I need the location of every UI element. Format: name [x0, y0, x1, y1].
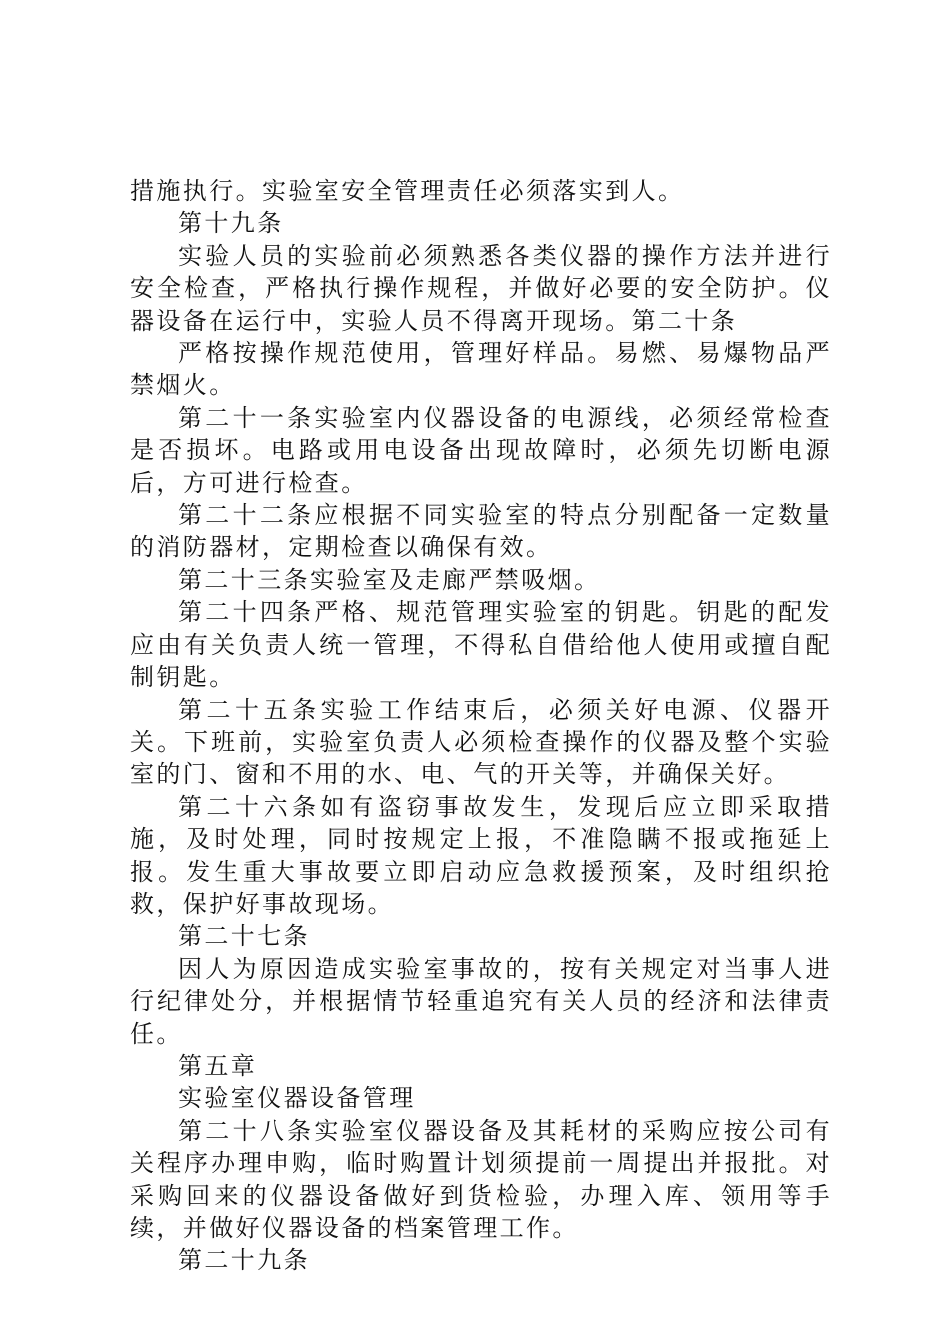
- article-21: 第二十一条实验室内仪器设备的电源线，必须经常检查是否损坏。电路或用电设备出现故障时，必须先切断电源后，方可进行检查。: [130, 403, 832, 497]
- paragraph-continuation: 措施执行。实验室安全管理责任必须落实到人。: [130, 177, 685, 205]
- chapter-5-heading: 第五章: [178, 1051, 258, 1080]
- article-19-heading: 第十九条: [178, 209, 284, 238]
- article-20-body: 严格按操作规范使用，管理好样品。易燃、易爆物品严禁烟火。: [130, 339, 832, 400]
- article-26: 第二十六条如有盗窃事故发生，发现后应立即采取措施，及时处理，同时按规定上报，不准隐瞒不报或拖延上报。发生重大事故要立即启动应急救援预案，及时组织抢救，保护好事故现场。: [130, 792, 832, 918]
- article-23: 第二十三条实验室及走廊严禁吸烟。: [178, 565, 601, 594]
- article-27-body: 因人为原因造成实验室事故的，按有关规定对当事人进行纪律处分，并根据情节轻重追究有关人员的经济和法律责任。: [130, 954, 832, 1048]
- article-25: 第二十五条实验工作结束后，必须关好电源、仪器开关。下班前，实验室负责人必须检查操作的仪器及整个实验室的门、窗和不用的水、电、气的开关等，并确保关好。: [130, 695, 832, 789]
- article-27-heading: 第二十七条: [178, 922, 310, 951]
- document-body: [130, 175, 832, 1277]
- article-28: 第二十八条实验室仪器设备及其耗材的采购应按公司有关程序办理申购，临时购置计划须提前一周提出并报批。对采购回来的仪器设备做好到货检验，办理入库、领用等手续，并做好仪器设备的档案管理工作。: [130, 1116, 832, 1242]
- chapter-5-title: 实验室仪器设备管理: [178, 1084, 416, 1113]
- article-19-body: 实验人员的实验前必须熟悉各类仪器的操作方法并进行安全检查，严格执行操作规程，并做好必要的安全防护。仪器设备在运行中，实验人员不得离开现场。第二十条: [130, 241, 832, 335]
- article-22: 第二十二条应根据不同实验室的特点分别配备一定数量的消防器材，定期检查以确保有效。: [130, 501, 832, 562]
- article-24: 第二十四条严格、规范管理实验室的钥匙。钥匙的配发应由有关负责人统一管理，不得私自借给他人使用或擅自配制钥匙。: [130, 598, 832, 692]
- article-29-heading: 第二十九条: [178, 1246, 310, 1275]
